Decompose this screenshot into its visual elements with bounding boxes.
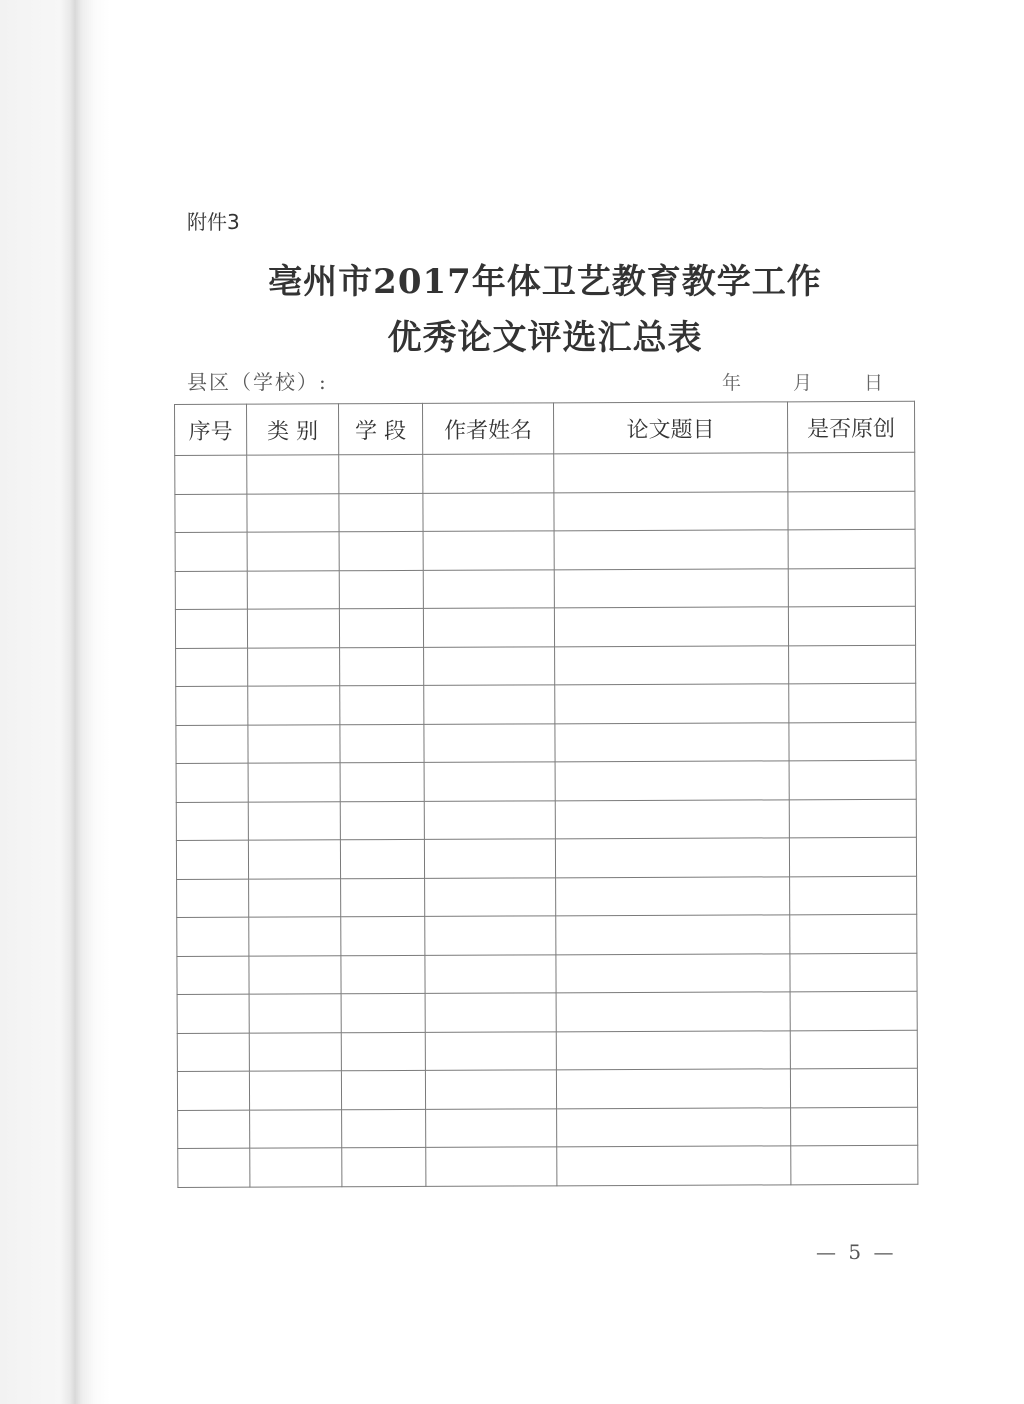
table-cell (175, 532, 247, 571)
table-row (175, 452, 915, 494)
table-cell (342, 1109, 426, 1148)
column-header-author: 作者姓名 (422, 403, 553, 455)
table-cell (425, 877, 556, 916)
table-cell (175, 455, 247, 494)
table-cell (177, 994, 249, 1033)
table-cell (556, 915, 790, 955)
table-cell (249, 917, 341, 956)
table-cell (425, 993, 556, 1032)
table-row (177, 991, 917, 1033)
table-cell (340, 801, 424, 840)
table-cell (555, 722, 789, 762)
table-cell (425, 1031, 556, 1070)
table-cell (341, 955, 425, 994)
table-row (177, 1068, 917, 1110)
table-cell (340, 647, 424, 686)
table-cell (247, 609, 339, 648)
table-row (176, 683, 916, 725)
table-cell (556, 992, 790, 1032)
table-row (177, 914, 917, 956)
table-cell (424, 800, 555, 839)
table-row (175, 568, 915, 610)
table-cell (423, 492, 554, 531)
table-row (177, 1030, 917, 1072)
table-cell (339, 531, 423, 570)
table-cell (790, 876, 917, 915)
summary-table-container (174, 401, 917, 1186)
table-cell (247, 455, 339, 494)
table-cell (423, 454, 554, 493)
table-cell (790, 953, 917, 992)
table-row (175, 529, 915, 571)
table-cell (423, 569, 554, 608)
table-cell (788, 606, 915, 645)
table-cell (176, 763, 248, 802)
table-row (178, 1107, 918, 1149)
table-cell (176, 648, 248, 687)
table-cell (791, 1145, 918, 1184)
table-cell (341, 1070, 425, 1109)
table-cell (341, 993, 425, 1032)
county-school-label: 县区（学校）: (187, 370, 328, 394)
table-cell (175, 609, 247, 648)
table-cell (249, 994, 341, 1033)
column-header-stage: 学 段 (339, 403, 423, 454)
table-row (178, 1145, 918, 1187)
table-cell (790, 991, 917, 1030)
table-cell (176, 686, 248, 725)
table-cell (791, 1107, 918, 1146)
table-cell (555, 838, 789, 878)
table-row (177, 953, 917, 995)
table-cell (789, 760, 916, 799)
table-cell (248, 647, 340, 686)
table-cell (788, 452, 915, 491)
table-cell (340, 724, 424, 763)
table-cell (426, 1147, 557, 1186)
table-cell (554, 491, 788, 531)
date-fields (722, 368, 883, 395)
table-cell (790, 1030, 917, 1069)
table-row (177, 876, 917, 918)
table-cell (339, 570, 423, 609)
table-cell (247, 532, 339, 571)
table-cell (557, 1107, 791, 1147)
table-cell (788, 529, 915, 568)
table-cell (554, 607, 788, 647)
table-cell (248, 724, 340, 763)
table-cell (249, 955, 341, 994)
table-cell (177, 956, 249, 995)
column-header-category: 类 别 (247, 404, 339, 455)
attachment-label: 附件3 (187, 210, 240, 234)
column-header-index: 序号 (175, 404, 247, 455)
table-cell (790, 1068, 917, 1107)
table-cell (176, 840, 248, 879)
table-cell (177, 1033, 249, 1072)
table-cell (178, 1110, 250, 1149)
table-cell (341, 878, 425, 917)
table-header-row (175, 401, 915, 455)
table-row (176, 760, 916, 802)
table-cell (177, 917, 249, 956)
column-header-original: 是否原创 (787, 401, 914, 453)
table-cell (341, 1032, 425, 1071)
page-number: — 5 — (816, 1240, 897, 1264)
table-row (175, 606, 915, 648)
table-cell (425, 1070, 556, 1109)
table-cell (424, 723, 555, 762)
table-cell (426, 1108, 557, 1147)
table-cell (554, 530, 788, 570)
table-cell (341, 916, 425, 955)
table-cell (425, 916, 556, 955)
table-cell (425, 954, 556, 993)
table-cell (555, 645, 789, 685)
table-cell (177, 879, 249, 918)
table-cell (423, 531, 554, 570)
table-cell (248, 763, 340, 802)
table-row (176, 722, 916, 764)
table-cell (248, 801, 340, 840)
table-cell (178, 1148, 250, 1187)
table-cell (556, 876, 790, 916)
table-cell (249, 878, 341, 917)
table-cell (789, 683, 916, 722)
table-cell (248, 686, 340, 725)
table-cell (789, 837, 916, 876)
table-cell (789, 645, 916, 684)
table-cell (176, 725, 248, 764)
table-cell (340, 839, 424, 878)
table-cell (556, 1030, 790, 1070)
table-row (176, 837, 916, 879)
table-cell (177, 1071, 249, 1110)
table-row (175, 491, 915, 533)
document-title-line-2: 优秀论文评选汇总表 (387, 318, 703, 358)
table-cell (557, 1146, 791, 1186)
table-cell (788, 568, 915, 607)
table-cell (423, 608, 554, 647)
table-cell (789, 799, 916, 838)
table-cell (340, 685, 424, 724)
table-cell (339, 454, 423, 493)
table-cell (554, 453, 788, 493)
table-cell (339, 608, 423, 647)
table-cell (247, 493, 339, 532)
table-cell (340, 762, 424, 801)
binding-shadow (0, 0, 110, 1404)
table-cell (555, 761, 789, 801)
table-cell (789, 722, 916, 761)
table-cell (249, 1032, 341, 1071)
table-cell (554, 568, 788, 608)
table-cell (555, 684, 789, 724)
table-cell (339, 493, 423, 532)
table-cell (424, 839, 555, 878)
table-cell (790, 914, 917, 953)
table-row (176, 645, 916, 687)
table-cell (176, 802, 248, 841)
table-cell (250, 1148, 342, 1187)
table-cell (556, 953, 790, 993)
year-label: 年 (722, 372, 742, 394)
table-cell (175, 571, 247, 610)
column-header-paper-title: 论文题目 (553, 402, 787, 454)
table-cell (424, 685, 555, 724)
day-label: 日 (864, 372, 884, 394)
table-body (175, 452, 918, 1187)
table-cell (247, 570, 339, 609)
summary-table (174, 401, 918, 1188)
document-title-line-1: 亳州市2017年体卫艺教育教学工作 (268, 262, 822, 302)
table-cell (249, 1071, 341, 1110)
table-cell (556, 1069, 790, 1109)
table-cell (342, 1147, 426, 1186)
table-cell (250, 1109, 342, 1148)
month-label: 月 (793, 372, 813, 394)
table-row (176, 799, 916, 841)
table-cell (424, 762, 555, 801)
table-cell (248, 840, 340, 879)
table-cell (175, 494, 247, 533)
table-cell (788, 491, 915, 530)
table-cell (424, 646, 555, 685)
table-cell (555, 799, 789, 839)
